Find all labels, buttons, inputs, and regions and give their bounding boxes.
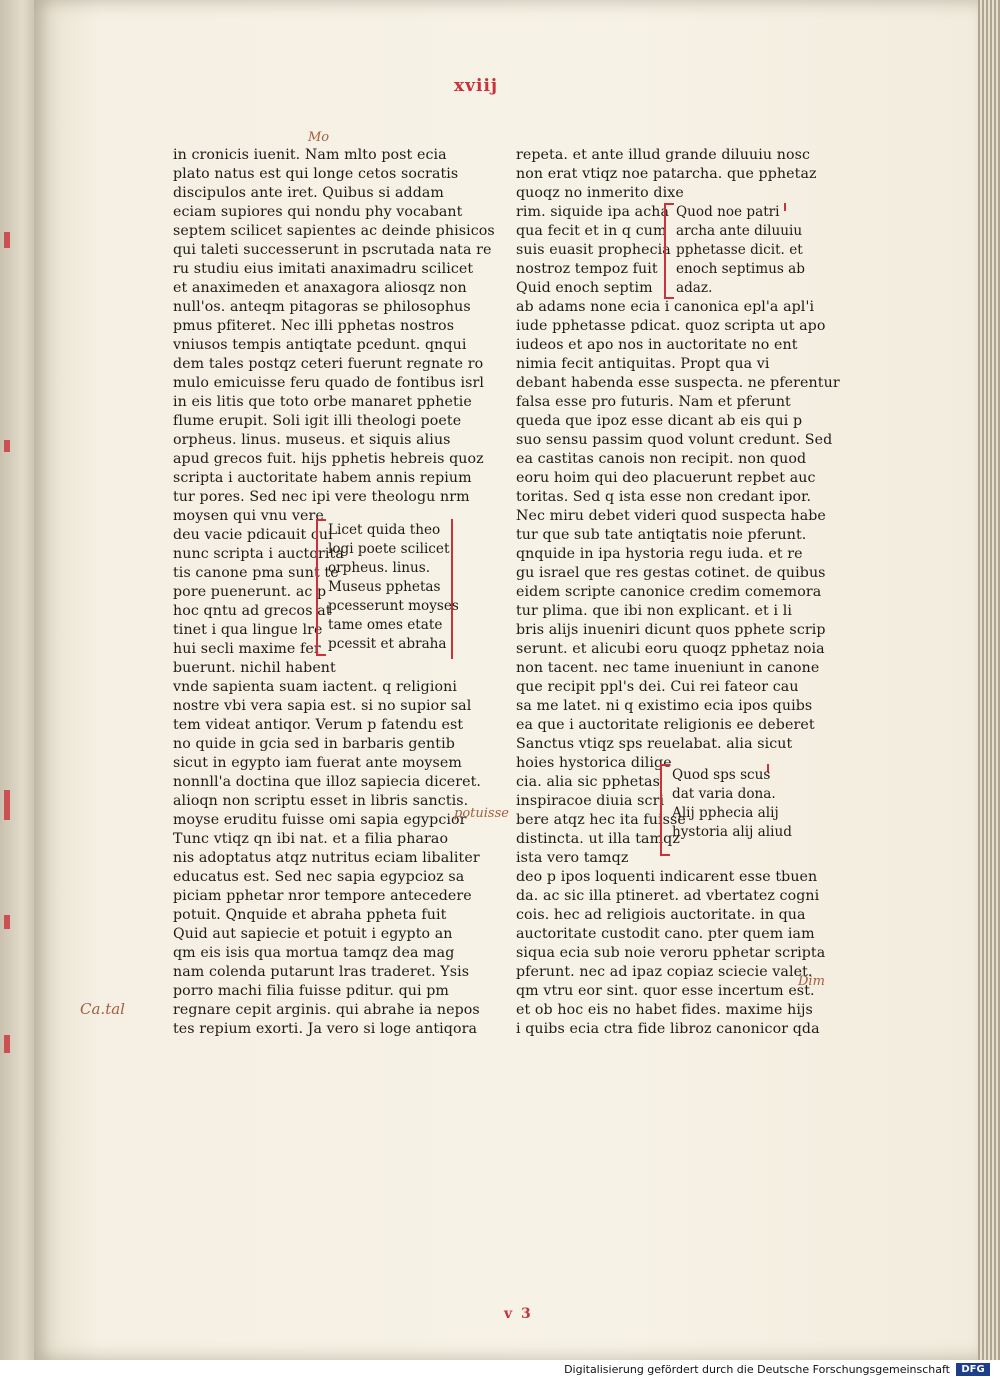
text-line: null'os. anteqm pitagoras se philosophus [173,299,471,315]
text-line: que recipit ppl's dei. Cui rei fateor cau [516,679,799,695]
right-rubric-note-2 [672,766,792,842]
text-line: Sanctus vtiqz sps reuelabat. alia sicut [516,736,793,752]
text-line: qm vtru eor sint. quor esse incertum est. [516,983,815,999]
left-column-top-block [173,146,495,526]
right-column-bottom-block [516,868,826,1039]
text-line: i quibs ecia ctra fide libroz canonicor qda [516,1021,820,1037]
text-line: toritas. Sed q ista esse non credant ipor. [516,489,812,505]
text-line: regnare cepit arginis. qui abrahe ia nepos [173,1002,480,1018]
text-line: rim. siquide ipa acha [516,204,670,220]
text-line: plato natus est qui longe cetos socratis [173,166,459,182]
rubric-line: Alij pphecia alij [672,805,779,821]
previous-page-rubric-mark [4,440,10,452]
text-line: discipulos ante iret. Quibus si addam [173,185,444,201]
text-line: non erat vtiqz noe patarcha. que pphetaz [516,166,817,182]
text-line: qua fecit et in q cum [516,223,667,239]
text-line: mulo emicuisse feru quado de fontibus isrl [173,375,485,391]
text-line: ab adams none ecia i canonica epl'a apl'i [516,299,815,315]
text-line: tis canone pma sunt te [173,565,339,581]
text-line: educatus est. Sed nec sapia egypcioz sa [173,869,465,885]
rubric-line: enoch septimus ab [676,261,805,277]
text-line: vnde sapienta suam iactent. q religioni [173,679,458,695]
text-line: tinet i qua lingue lre [173,622,323,638]
left-rubric-bracket [316,519,326,656]
left-rubric-note [328,521,459,654]
text-line: distincta. ut illa tamqz [516,831,680,847]
rubric-line: hystoria alij aliud [672,824,792,840]
text-line: no quide in gcia sed in barbaris gentib [173,736,455,752]
text-line: moyse eruditu fuisse omi sapia egypcior [173,812,467,828]
rubric-line: orpheus. linus. [328,560,431,576]
text-line: queda que ipoz esse dicant ab eis qui p [516,413,803,429]
text-line: dem tales postqz ceteri fuerunt regnate ro [173,356,484,372]
previous-page-rubric-mark [4,790,10,820]
text-line: cois. hec ad religiois auctoritate. in qua [516,907,806,923]
text-line: serunt. et alicubi eoru quoqz pphetaz noia [516,641,825,657]
text-line: inspiracoe diuia scri [516,793,665,809]
text-line: gu israel que res gestas cotinet. de quibus [516,565,826,581]
text-line: porro machi filia fuisse pditur. qui pm [173,983,449,999]
text-line: tur que sub tate antiqtatis noie pferunt. [516,527,807,543]
text-line: nonnll'a doctina que illoz sapiecia diceret. [173,774,482,790]
right-column-top-block [516,146,816,203]
dfg-logo: DFG [956,1363,990,1376]
text-line: bere atqz hec ita fuisse [516,812,686,828]
text-line: ista vero tamqz [516,850,629,866]
rubric-line: pcesserunt moyses [328,598,459,614]
text-line: bris alijs inueniri dicunt quos pphete scrip [516,622,826,638]
text-line: qnquide in ipa hystoria regu iuda. et re [516,546,803,562]
text-line: tur pores. Sed nec ipi vere theologu nrm [173,489,470,505]
previous-page-rubric-mark [4,232,10,248]
rubric-line: dat varia dona. [672,786,776,802]
right-rubric-note-1 [676,203,805,298]
text-line: eoru hoim qui deo placuerunt repbet auc [516,470,816,486]
rubric-line: logi poete scilicet [328,541,450,557]
text-line: qm eis isis qua mortua tamqz dea mag [173,945,455,961]
text-line: pmus pfiteret. Nec illi pphetas nostros [173,318,455,334]
text-line: septem scilicet sapientes ac deinde phisicos [173,223,495,239]
text-line: cia. alia sic pphetas [516,774,660,790]
text-line: nam colenda putarunt lras traderet. Ysis [173,964,470,980]
text-line: flume erupit. Soli igit illi theologi poete [173,413,462,429]
text-line: quoqz no inmerito dixe [516,185,684,201]
text-line: orpheus. linus. museus. et siquis alius [173,432,451,448]
text-line: tur plima. que ibi non explicant. et i li [516,603,792,619]
right-column-inset-block-2 [516,773,686,868]
rubric-line: Quod noe patri [676,204,780,220]
text-line: alioqn non scriptu esset in libris sanctis. [173,793,469,809]
text-line: nostre vbi vera sapia est. si no supior sal [173,698,472,714]
rubric-line: Licet quida theo [328,522,441,538]
text-line: moysen qui vnu vere [173,508,324,524]
folio-number: xviij [454,76,499,96]
text-line: eciam supiores qui nondu phy vocabant [173,204,463,220]
text-line: deu vacie pdicauit cui [173,527,333,543]
text-line: nis adoptatus atqz nutritus eciam libaliter [173,850,480,866]
text-line: auctoritate custodit cano. pter quem iam [516,926,815,942]
text-line: ru studiu eius imitati anaximadru scilicet [173,261,474,277]
funding-notice: Digitalisierung gefördert durch die Deutsche Forschungsgemeinschaft [564,1363,950,1376]
text-line: sicut in egypto iam fuerat ante moysem [173,755,462,771]
text-line: hoies hystorica dilige [516,755,672,771]
text-line: ea que i auctoritate religionis ee deberet [516,717,815,733]
text-line: in eis litis que toto orbe manaret pphetie [173,394,472,410]
text-line: nimia fecit antiquitas. Propt qua vi [516,356,770,372]
rubric-line: Quod sps scus [672,767,771,783]
text-line: suis euasit prophecia [516,242,671,258]
text-line: qui taleti successerunt in pscrutada nata re [173,242,492,258]
text-line: potuit. Qnquide et abraha ppheta fuit [173,907,447,923]
text-line: tes repium exorti. Ja vero si loge antiqora [173,1021,478,1037]
text-line: Tunc vtiqz qn ibi nat. et a filia pharao [173,831,449,847]
text-line: et ob hoc eis no habet fides. maxime hijs [516,1002,813,1018]
text-line: hoc qntu ad grecos at [173,603,332,619]
rubric-line: Museus pphetas [328,579,441,595]
text-line: non tacent. nec tame inueniunt in canone [516,660,820,676]
right-column-mid-block [516,298,840,773]
text-line: pore puenerunt. ac p [173,584,327,600]
text-line: nostroz tempoz fuit [516,261,658,277]
text-line: repeta. et ante illud grande diluuiu nosc [516,147,811,163]
text-line: buerunt. nichil habent [173,660,336,676]
rubric-line: pphetasse dicit. et [676,242,803,258]
text-line: Quid aut sapiecie et potuit i egypto an [173,926,453,942]
previous-page-rubric-mark [4,1035,10,1053]
text-line: vniusos tempis antiqtate pcedunt. qnqui [173,337,467,353]
rubric-line: adaz. [676,280,713,296]
text-line: da. ac sic illa ptineret. ad vbertatez cogni [516,888,820,904]
text-line: sa me latet. ni q existimo ecia ipos quibs [516,698,813,714]
text-line: piciam pphetar nror tempore antecedere [173,888,472,904]
text-line: deo p ipos loquenti indicarent esse tbuen [516,869,818,885]
rubric-line: archa ante diluuiu [676,223,803,239]
text-line: nunc scripta i auctorita [173,546,344,562]
footer-bar [0,1360,1000,1380]
manuscript-page [34,0,980,1360]
text-line: falsa esse pro futuris. Nam et pferunt [516,394,791,410]
marginal-note: potuisse [454,806,509,821]
right-column-inset-block-1 [516,203,671,298]
text-line: iude pphetasse pdicat. quoz scripta ut apo [516,318,826,334]
text-line: iudeos et apo nos in auctoritate no ent [516,337,798,353]
previous-page-rubric-mark [4,915,10,929]
text-line: siqua ecia sub noie veroru pphetar scripta [516,945,826,961]
text-line: tem videat antiqor. Verum p fatendu est [173,717,464,733]
page-fore-edge [978,0,1000,1360]
text-line: hui secli maxime fer [173,641,321,657]
signature-mark: v 3 [504,1306,533,1322]
text-line: ea castitas canois non recipit. non quod [516,451,807,467]
text-line: debant habenda esse suspecta. ne pferentur [516,375,840,391]
text-line: Nec miru debet videri quod suspecta habe [516,508,826,524]
text-line: Quid enoch septim [516,280,653,296]
marginal-note: Dim [798,974,825,989]
text-line: apud grecos fuit. hijs pphetis hebreis quoz [173,451,484,467]
marginal-note: Mo [308,130,330,145]
rubric-line: tame omes etate [328,617,443,633]
text-line: pferunt. nec ad ipaz copiaz sciecie valet. [516,964,813,980]
text-line: eidem scripte canonice credim comemora [516,584,822,600]
left-column-inset-block [173,526,344,678]
text-line: scripta i auctoritate habem annis repium [173,470,472,486]
right-rubric-bracket-2 [660,764,670,856]
text-line: et anaximeden et anaxagora aliosqz non [173,280,467,296]
rubric-line: pcessit et abraha [328,636,447,652]
right-rubric-bracket-1 [664,203,674,299]
text-line: suo sensu passim quod volunt credunt. Sed [516,432,833,448]
marginal-note: Ca.tal [80,1000,125,1018]
text-line: in cronicis iuenit. Nam mlto post ecia [173,147,447,163]
